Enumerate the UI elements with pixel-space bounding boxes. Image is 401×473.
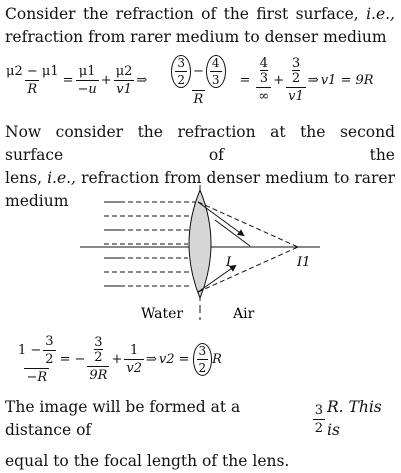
equals-sign: = [59, 351, 71, 367]
fraction: 4 3 ∞ [258, 56, 270, 104]
image-label-i1: I1 [297, 255, 311, 270]
implies-arrow: ⇒ [136, 72, 148, 88]
minus-sign: − [74, 351, 86, 367]
result-v2: v2 = [158, 351, 190, 367]
equation-second-surface [16, 328, 222, 390]
fraction: $\frac{\mu 2}{v1}$ [115, 63, 133, 97]
big-fraction: 1 − $\frac{3}{2}$ −R [18, 333, 54, 385]
result-v1: v1 = 9R [320, 72, 374, 88]
text-line: refraction from denser medium to rarer [81, 169, 395, 187]
dashed-incoming-rays [104, 202, 196, 286]
big-fraction: 3 2 9R [89, 335, 108, 383]
parenthesis-group: $\frac{3}{2}$ [193, 343, 213, 376]
fraction: $\frac{\mu 2 - \mu 1}{R}$ [6, 63, 59, 97]
text-line: medium [5, 192, 69, 210]
water-label: Water [141, 306, 184, 322]
plus-sign: + [100, 72, 112, 88]
ie-text: i.e., [47, 169, 76, 187]
image-label-i: I [226, 255, 232, 270]
parenthesis-group: $\frac{3}{2}$ [171, 55, 191, 88]
fraction: 3 2 v1 [288, 56, 304, 104]
equation-first-surface [4, 52, 374, 108]
equals-sign: = [239, 72, 251, 88]
parenthesis-group: $\frac{4}{3}$ [206, 55, 226, 88]
text-line: refraction from rarer medium to denser medium [5, 28, 387, 46]
paragraph-conclusion [5, 396, 395, 473]
fraction: $\frac{3}{2}$ [314, 402, 323, 436]
text-line: equal to the focal length of the lens. [5, 452, 290, 470]
text-line: Consider the refraction of the first surface, [5, 5, 359, 23]
ie-text: i.e., [366, 5, 395, 23]
implies-arrow: ⇒ [307, 72, 319, 88]
dashed-ray-bottom [198, 247, 298, 292]
plus-sign: + [273, 72, 285, 88]
big-fraction: $\frac{3}{2}$ − $\frac{4}{3}$ R [169, 55, 227, 106]
air-label: Air [233, 306, 255, 322]
implies-arrow: ⇒ [145, 351, 157, 367]
r-suffix: R [212, 351, 222, 367]
text-line: lens, [5, 169, 42, 187]
text-line: The image will be formed at a distance of [5, 398, 241, 439]
fraction: $\frac{1}{v2}$ [126, 342, 142, 376]
text-line: R. This is [326, 398, 382, 439]
fraction: $\frac{\mu 1}{-u}$ [77, 63, 97, 97]
equals-sign: = [62, 72, 74, 88]
plus-sign: + [111, 351, 123, 367]
text-line: Now consider the refraction at the second surface of the [5, 123, 395, 164]
dashed-ray-top [198, 202, 298, 247]
paragraph-first-surface [5, 3, 395, 49]
lens-ray-diagram [0, 180, 401, 330]
converging-ray [215, 220, 250, 246]
